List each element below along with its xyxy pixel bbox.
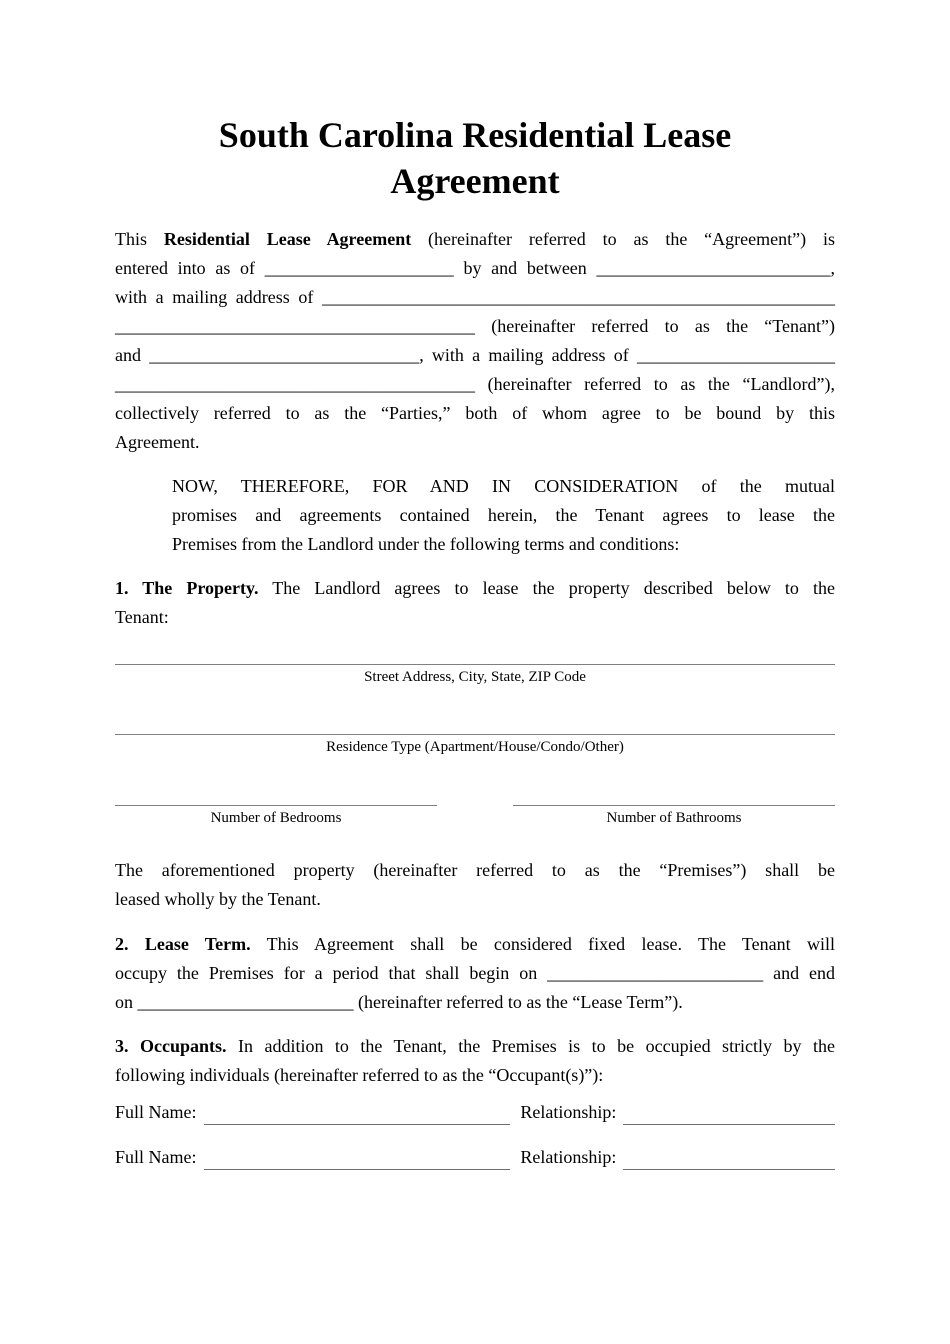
relationship-blank-line (623, 1100, 835, 1125)
consideration-paragraph (172, 472, 835, 559)
street-address-caption: Street Address, City, State, ZIP Code (364, 669, 586, 685)
text-line: leased wholly by the Tenant. (115, 889, 321, 909)
street-address-blank-line (115, 638, 835, 665)
document-title-line-2: Agreement (390, 161, 560, 201)
bedrooms-blank-line (115, 779, 437, 806)
text-line: 3. Occupants. In addition to the Tenant, the Premises is to be occupied strictly by the (115, 1036, 835, 1056)
bedrooms-bathrooms-fields (115, 779, 835, 828)
intro-paragraph (115, 225, 835, 457)
text-line: The aforementioned property (hereinafter referred to as the “Premises”) shall be (115, 860, 835, 880)
residence-type-blank-line (115, 708, 835, 735)
premises-paragraph (115, 856, 835, 914)
document-title (115, 112, 835, 204)
text-line: Tenant: (115, 607, 169, 627)
bathrooms-field (513, 779, 835, 828)
bathrooms-caption: Number of Bathrooms (606, 810, 742, 826)
text-line: Premises from the Landlord under the following terms and conditions: (172, 534, 680, 554)
text-line: and ______________________________, with a mailing address of ______________________ (115, 345, 835, 365)
text-line: 2. Lease Term. This Agreement shall be considered fixed lease. The Tenant will (115, 934, 835, 954)
text-line: NOW, THEREFORE, FOR AND IN CONSIDERATION of the mutual (172, 476, 835, 496)
document-title-line-1: South Carolina Residential Lease (218, 115, 732, 155)
section-1-property-paragraph (115, 574, 835, 632)
occupant-row-1 (115, 1098, 835, 1127)
residence-type-field (115, 708, 835, 757)
text-line: on ________________________ (hereinafter referred to as the “Lease Term”). (115, 992, 683, 1012)
bedrooms-field (115, 779, 437, 828)
text-line: Agreement. (115, 432, 200, 452)
full-name-blank-line (204, 1145, 511, 1170)
street-address-field (115, 638, 835, 687)
relationship-label: Relationship: (520, 1102, 617, 1122)
text-line: ________________________________________ (hereinafter referred to as the “Tenant”) (115, 316, 835, 336)
bedrooms-caption: Number of Bedrooms (210, 810, 342, 826)
text-line: promises and agreements contained herein, the Tenant agrees to lease the (172, 505, 835, 525)
section-2-lease-term-paragraph (115, 930, 835, 1017)
text-line: following individuals (hereinafter referred to as the “Occupant(s)”): (115, 1065, 604, 1085)
text-line: entered into as of _____________________ by and between __________________________, (115, 258, 835, 278)
text-line: This Residential Lease Agreement (hereinafter referred to as the “Agreement”) is (115, 229, 835, 249)
occupant-row-2 (115, 1143, 835, 1172)
full-name-label: Full Name: (115, 1102, 197, 1122)
full-name-label: Full Name: (115, 1147, 197, 1167)
relationship-label: Relationship: (520, 1147, 617, 1167)
relationship-blank-line (623, 1145, 835, 1170)
text-line: 1. The Property. The Landlord agrees to lease the property described below to the (115, 578, 835, 598)
text-line: ________________________________________ (hereinafter referred to as the “Landlord”), (115, 374, 835, 394)
full-name-blank-line (204, 1100, 511, 1125)
text-line: with a mailing address of _________________________________________________________ (115, 287, 835, 307)
text-line: collectively referred to as the “Parties,” both of whom agree to be bound by this (115, 403, 835, 423)
document-page (115, 0, 835, 1172)
bathrooms-blank-line (513, 779, 835, 806)
residence-type-caption: Residence Type (Apartment/House/Condo/Other) (326, 739, 624, 755)
text-line: occupy the Premises for a period that shall begin on ________________________ and end (115, 963, 835, 983)
section-3-occupants-paragraph (115, 1032, 835, 1090)
